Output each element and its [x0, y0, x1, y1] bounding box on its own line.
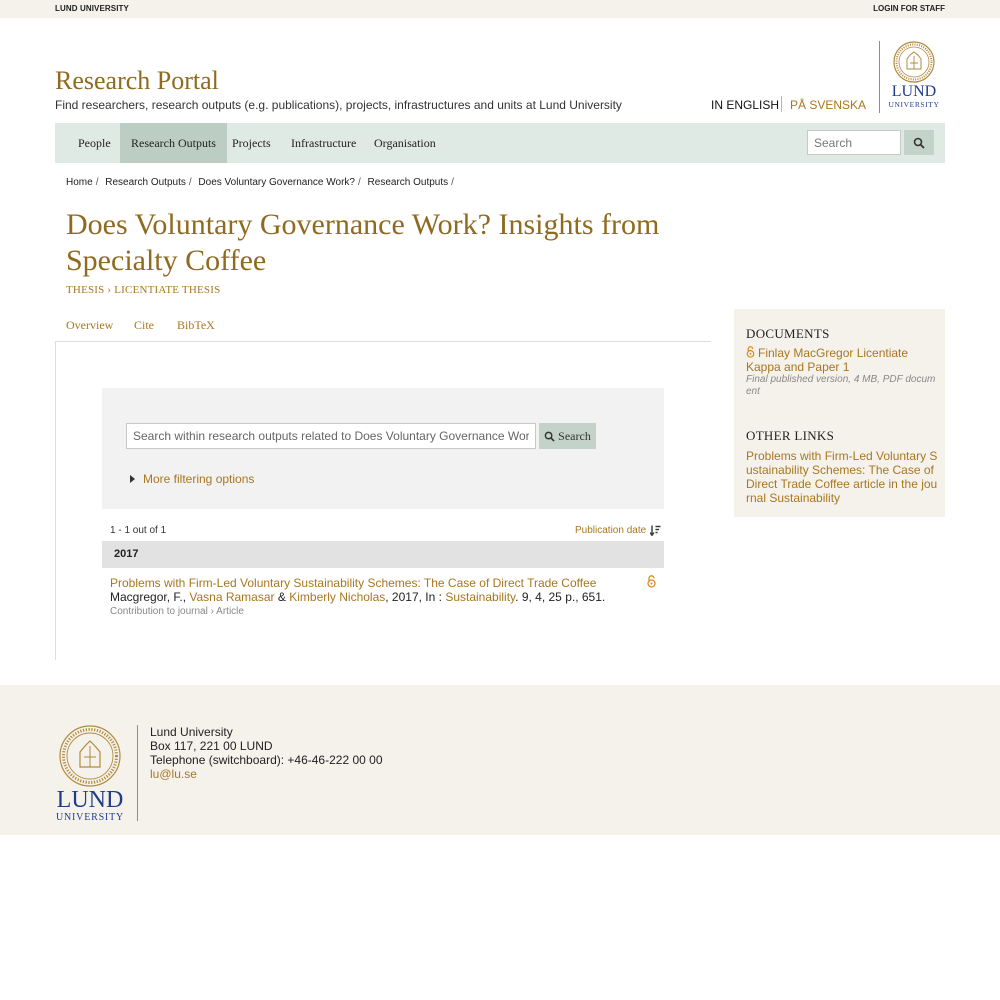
- result-details: . 9, 4, 25 p., 651.: [515, 590, 606, 604]
- tab-bar: [55, 312, 711, 342]
- publication-type: THESIS › LICENTIATE THESIS: [66, 284, 221, 296]
- login-for-staff-link[interactable]: LOGIN FOR STAFF: [873, 4, 945, 13]
- footer-name: Lund University: [150, 725, 233, 739]
- page-title: Does Voluntary Governance Work? Insights from Specialty Coffee: [66, 208, 660, 277]
- document-link-label: Finlay MacGregor Licentiate Kappa and Paper 1: [746, 346, 909, 374]
- author-nicholas-link[interactable]: Kimberly Nicholas: [289, 590, 386, 604]
- filter-search-input[interactable]: [126, 423, 536, 449]
- result-year-in: , 2017, In :: [385, 590, 442, 604]
- tab-overview[interactable]: Overview: [66, 318, 114, 332]
- portal-title[interactable]: Research Portal: [55, 66, 219, 95]
- tab-cite[interactable]: Cite: [134, 318, 154, 332]
- nav-people[interactable]: People: [78, 136, 111, 150]
- nav-research-outputs[interactable]: Research Outputs: [120, 123, 227, 163]
- documents-heading: DOCUMENTS: [746, 326, 830, 341]
- lund-logo[interactable]: [879, 41, 941, 113]
- footer-phone: Telephone (switchboard): +46-46-222 00 00: [150, 753, 383, 767]
- breadcrumb-home[interactable]: Home: [66, 177, 93, 188]
- other-link[interactable]: Problems with Firm-Led Voluntary Sustainability Schemes: The Case of Direct Trade Coffee article in the journal Sustainability: [746, 449, 938, 505]
- document-link[interactable]: [746, 346, 938, 374]
- more-filtering-toggle[interactable]: [130, 472, 254, 486]
- nav-infrastructure[interactable]: Infrastructure: [291, 136, 357, 150]
- other-links-heading: OTHER LINKS: [746, 428, 835, 443]
- seal-logo-icon: [879, 41, 941, 113]
- footer: [0, 685, 1000, 835]
- nav-search-input[interactable]: [807, 130, 901, 155]
- author-ampersand: &: [277, 590, 286, 604]
- sort-desc-icon: [650, 525, 661, 536]
- result-type: Contribution to journal › Article: [110, 606, 244, 617]
- filter-search-button[interactable]: [539, 423, 596, 449]
- journal-link[interactable]: Sustainability: [445, 590, 516, 604]
- open-access-icon: [746, 346, 755, 358]
- content-divider: [55, 342, 56, 660]
- list-item: [110, 576, 650, 618]
- caret-right-icon: [130, 475, 135, 483]
- breadcrumb-research-outputs[interactable]: Research Outputs: [105, 177, 186, 188]
- sidebar: [734, 309, 945, 517]
- top-bar-university: LUND UNIVERSITY: [55, 4, 129, 13]
- document-meta: Final published version, 4 MB, PDF document: [746, 374, 936, 397]
- author-ramasar-link[interactable]: Vasna Ramasar: [189, 590, 275, 604]
- result-title-link[interactable]: Problems with Firm-Led Voluntary Sustainability Schemes: The Case of Direct Trade Coffee: [110, 576, 597, 590]
- year-group-header: [102, 541, 664, 568]
- footer-logo-lund: LUND: [56, 787, 124, 813]
- main-nav: [55, 123, 945, 163]
- year-label: 2017: [114, 548, 139, 560]
- tab-bibtex[interactable]: BibTeX: [177, 318, 215, 332]
- breadcrumb-thesis[interactable]: Does Voluntary Governance Work?: [198, 177, 355, 188]
- logo-university-text: UNIVERSITY: [888, 100, 940, 109]
- search-icon: [544, 431, 555, 442]
- filter-panel: [102, 388, 664, 509]
- nav-projects[interactable]: Projects: [232, 136, 271, 150]
- footer-divider: [137, 725, 138, 821]
- result-authors: [110, 590, 650, 605]
- lang-divider: [781, 96, 782, 112]
- lang-swedish-link[interactable]: PÅ SVENSKA: [790, 98, 867, 112]
- seal-logo-icon[interactable]: [55, 725, 130, 821]
- sort-label: Publication date: [575, 525, 647, 536]
- footer-contact: [150, 725, 383, 781]
- nav-search-button[interactable]: [904, 130, 934, 155]
- author-macgregor: Macgregor, F.,: [110, 590, 187, 604]
- lang-english: IN ENGLISH: [711, 98, 780, 112]
- portal-subtitle: Find researchers, research outputs (e.g. publications), projects, infrastructures and units at Lund University: [55, 98, 622, 112]
- footer-logo-university: UNIVERSITY: [56, 812, 124, 821]
- nav-organisation[interactable]: Organisation: [374, 136, 436, 150]
- breadcrumb-current[interactable]: Research Outputs: [367, 177, 449, 188]
- filter-search-label: Search: [558, 428, 591, 443]
- more-filtering-label: More filtering options: [143, 472, 255, 486]
- footer-address: Box 117, 221 00 LUND: [150, 739, 273, 753]
- result-count: 1 - 1 out of 1: [110, 525, 167, 536]
- logo-lund-text: LUND: [891, 83, 937, 100]
- breadcrumb: Home / Research Outputs / Does Voluntary Governance Work? / Research Outputs /: [66, 177, 454, 188]
- footer-email-link[interactable]: lu@lu.se: [150, 767, 197, 781]
- top-bar: [0, 0, 1000, 18]
- sort-publication-date[interactable]: [575, 525, 661, 536]
- open-access-icon: [647, 575, 656, 588]
- search-icon: [913, 137, 925, 149]
